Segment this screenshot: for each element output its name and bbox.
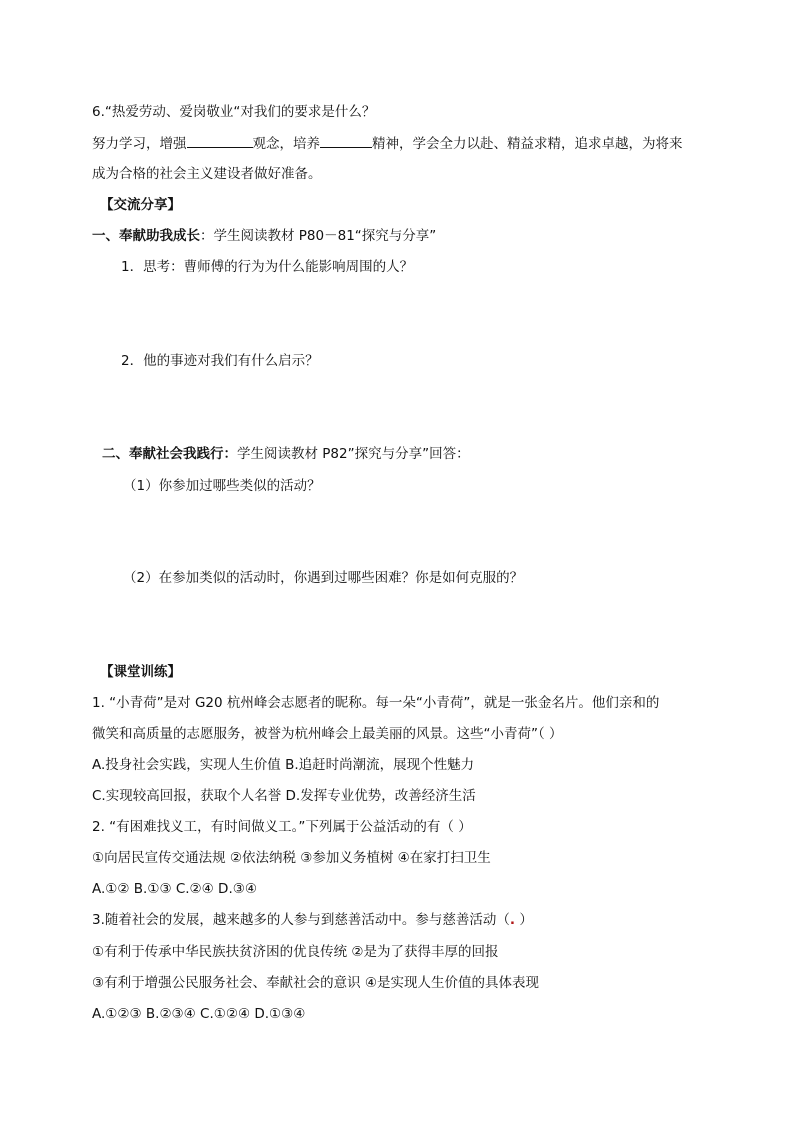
fill-blank-2[interactable] [320,134,372,148]
training-q3-options: A.①②③ B.②③④ C.①②④ D.①③④ [92,1006,306,1022]
section-2-title-line [102,445,470,463]
training-q2-options: A.①② B.①③ C.②④ D.③④ [92,881,257,897]
section-2-question-1: （1）你参加过哪些类似的活动？ [123,478,321,494]
section-1-title: 一、奉献助我成长 [92,228,200,244]
q6-answer-line-2: 成为合格的社会主义建设者做好准备。 [92,166,322,182]
training-q3-answer-mark: . [509,912,516,928]
training-q1-options-ab: A.投身社会实践，实现人生价值 B.追赶时尚潮流，展现个性魅力 [92,757,475,773]
q6-answer-line-1 [92,134,683,153]
section-1-title-line [92,227,436,245]
fill-blank-1[interactable] [187,134,253,148]
q6-question: 6.“热爱劳动、爱岗敬业“对我们的要求是什么？ [92,104,376,120]
training-heading: 【课堂训练】 [100,664,181,680]
section-1-question-2: 2．他的事迹对我们有什么启示？ [121,353,319,369]
q6-answer-part-3: 精神，学会全力以赴、精益求精，追求卓越，为将来 [372,136,683,152]
section-2-instruction: 学生阅读教材 P82”探究与分享”回答： [237,446,470,462]
training-q3-stem-paren: ） [515,912,533,928]
training-q3-stem-text: 3.随着社会的发展，越来越多的人参与到慈善活动中。参与慈善活动（ [92,912,510,928]
training-q3-items-1: ①有利于传承中华民族扶贫济困的优良传统 ②是为了获得丰厚的回报 [92,944,499,960]
training-q3-items-2: ③有利于增强公民服务社会、奉献社会的意识 ④是实现人生价值的具体表现 [92,975,539,991]
q6-answer-part-2: 观念，培养 [252,136,320,152]
section-2-title: 二、奉献社会我践行： [102,446,237,462]
training-q2-stem: 2. “有困难找义工，有时间做义工。”下列属于公益活动的有（ ） [92,819,472,835]
training-q3-stem [92,911,533,929]
q6-answer-part-1: 努力学习，增强 [92,136,187,152]
training-q1-line-1: 1. “小青荷”是对 G20 杭州峰会志愿者的昵称。每一朵“小青荷”，就是一张金名片。他们亲和的 [92,695,660,711]
section-1-question-1: 1．思考：曹师傅的行为为什么能影响周围的人？ [121,259,414,275]
share-heading: 【交流分享】 [100,197,181,213]
section-1-instruction: ：学生阅读教材 P80－81“探究与分享” [200,228,437,244]
training-q1-options-cd: C.实现较高回报，获取个人名誉 D.发挥专业优势，改善经济生活 [92,788,476,804]
training-q2-items: ①向居民宣传交通法规 ②依法纳税 ③参加义务植树 ④在家打扫卫生 [92,850,491,866]
training-q1-line-2: 微笑和高质量的志愿服务，被誉为杭州峰会上最美丽的风景。这些“小青荷”（ ） [92,726,563,742]
section-2-question-2: （2）在参加类似的活动时，你遇到过哪些困难？你是如何克服的？ [123,570,524,586]
